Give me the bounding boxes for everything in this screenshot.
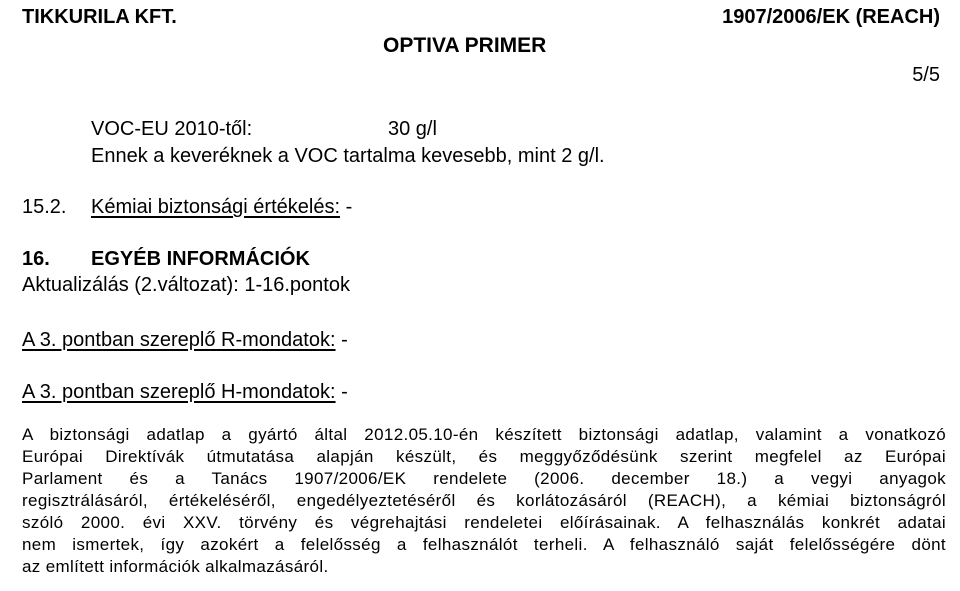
disclaimer-paragraph bbox=[22, 424, 946, 578]
voc-note: Ennek a keveréknek a VOC tartalma kevesebb, mint 2 g/l. bbox=[91, 145, 605, 167]
section-15-2-number: 15.2. bbox=[22, 196, 67, 218]
r-phrases-line bbox=[22, 329, 348, 352]
h-phrases-label: A 3. pontban szereplő H-mondatok: bbox=[22, 381, 336, 403]
paragraph-line: regisztrálásáról, értékeléséről, engedélyeztetéséről és korlátozásáról (REACH), a kémiai biztonságról bbox=[22, 491, 946, 510]
page-number: 5/5 bbox=[912, 64, 940, 86]
h-phrases-value: - bbox=[335, 381, 348, 403]
section-16-title: EGYÉB INFORMÁCIÓK bbox=[91, 248, 310, 270]
product-name: OPTIVA PRIMER bbox=[383, 34, 547, 57]
paragraph-line: nem ismertek, így azokért a felelősség a felhasználót terheli. A felhasználó saját felelősségére dönt bbox=[22, 535, 946, 554]
voc-label: VOC-EU 2010-től: bbox=[91, 118, 253, 140]
section-15-2-heading bbox=[91, 196, 352, 219]
paragraph-line: Parlament és a Tanács 1907/2006/EK rendelete (2006. december 18.) a vegyi anyagok bbox=[22, 469, 946, 488]
update-info: Aktualizálás (2.változat): 1-16.pontok bbox=[22, 274, 350, 296]
company-name: TIKKURILA KFT. bbox=[22, 6, 177, 28]
regulation-reference: 1907/2006/EK (REACH) bbox=[722, 6, 940, 28]
section-16-number: 16. bbox=[22, 248, 50, 270]
h-phrases-line bbox=[22, 381, 348, 404]
paragraph-line: szóló 2000. évi XXV. törvény és végrehajtási rendeletei előírásainak. A felhasználás konkrét adatai bbox=[22, 513, 946, 532]
voc-value: 30 g/l bbox=[388, 118, 437, 140]
r-phrases-value: - bbox=[335, 329, 348, 351]
paragraph-line: A biztonsági adatlap a gyártó által 2012.05.10-én készített biztonsági adatlap, valamint a vonatkozó bbox=[22, 425, 946, 444]
paragraph-line: Európai Direktívák útmutatása alapján készült, és meggyőződésünk szerint megfelel az Európai bbox=[22, 447, 946, 466]
r-phrases-label: A 3. pontban szereplő R-mondatok: bbox=[22, 329, 336, 351]
section-15-2-title: Kémiai biztonsági értékelés: bbox=[91, 196, 341, 218]
section-15-2-value: - bbox=[340, 196, 353, 218]
paragraph-line: az említett információk alkalmazásáról. bbox=[22, 557, 329, 576]
